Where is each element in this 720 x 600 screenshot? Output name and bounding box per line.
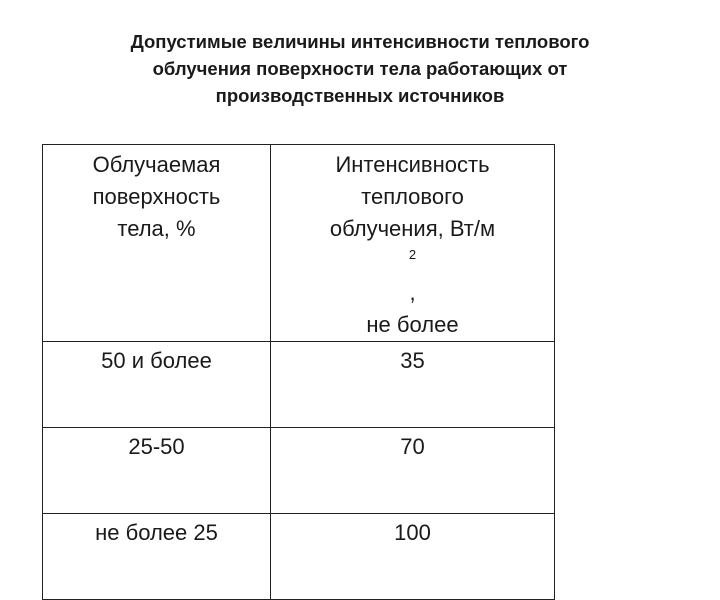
title-line-2: облучения поверхности тела работающих от xyxy=(152,58,568,79)
units-text: облучения, Вт/м xyxy=(329,216,496,241)
table-row xyxy=(43,514,555,600)
units-superscript: 2 xyxy=(408,247,417,262)
header-irradiation-intensity xyxy=(271,145,555,342)
title-line-1: Допустимые величины интенсивности теплового xyxy=(130,31,590,52)
cell-surface: 25-50 xyxy=(43,428,271,514)
table-header-row xyxy=(43,145,555,342)
cell-surface: 50 и более xyxy=(43,342,271,428)
table-row xyxy=(43,342,555,428)
table-row xyxy=(43,428,555,514)
header-irradiated-surface xyxy=(43,145,271,342)
page-title xyxy=(40,28,680,109)
header-col1-line: тела, % xyxy=(117,216,196,241)
title-line-3: производственных источников xyxy=(215,85,505,106)
header-col2-line: не более xyxy=(366,312,459,337)
cell-intensity: 100 xyxy=(271,514,555,600)
cell-intensity: 35 xyxy=(271,342,555,428)
header-col1-line: Облучаемая xyxy=(92,152,221,177)
header-col2-line-units xyxy=(271,213,554,309)
cell-surface: не более 25 xyxy=(43,514,271,600)
norms-table xyxy=(42,144,555,600)
header-col1-line: поверхность xyxy=(92,184,221,209)
units-comma: , xyxy=(409,280,416,305)
header-col2-line: Интенсивность xyxy=(335,152,490,177)
header-col2-line: теплового xyxy=(361,184,464,209)
cell-intensity: 70 xyxy=(271,428,555,514)
